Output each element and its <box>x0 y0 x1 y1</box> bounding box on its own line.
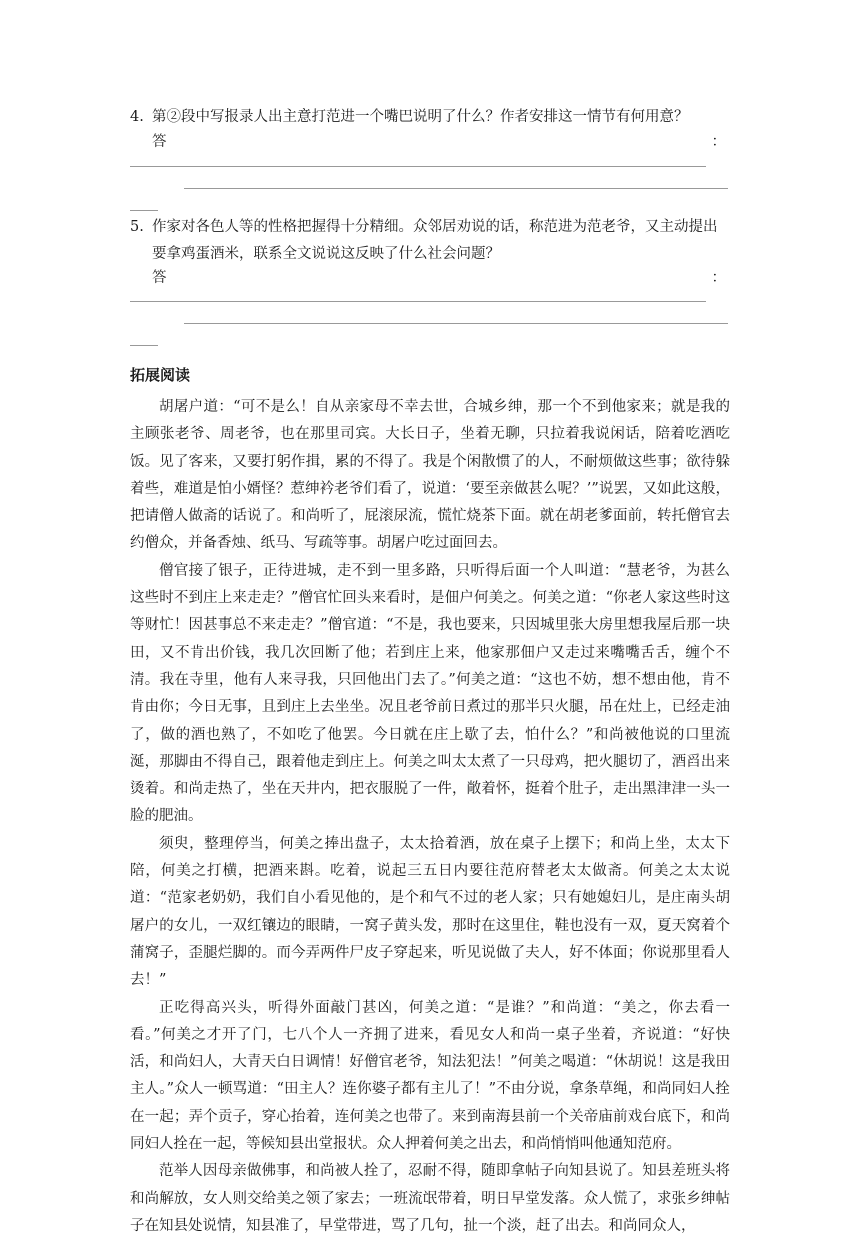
answer-line <box>130 301 706 302</box>
answer-label: 答 <box>152 270 167 286</box>
paragraph: 僧官接了银子，正待进城，走不到一里多路，只听得后面一个人叫道：“慧老爷，为甚么这些时不到庄上来走走？”僧官忙回头来看时，是佃户何美之。何美之道：“你老人家这些时这等财忙！因甚事总不来走走？”僧官道：“不是，我也要来，只因城里张大房里想我屋后那一块田，又不肯出价钱，我几次回断了他；若到庄上来，他家那佃户又走过来嘴嘴舌舌，缠个不清。我在寺里，他有人来寻我，只回他出门去了。”何美之道：“这也不妨，想不想由他，肯不肯由你；今日无事，且到庄上去坐坐。况且老爷前日煮过的那半只火腿，吊在灶上，已经走油了，做的酒也熟了，不如吃了他罢。今日就在庄上歇了去，怕什么？”和尚被他说的口里流涎，那脚由不得自己，跟着他走到庄上。何美之叫太太煮了一只母鸡，把火腿切了，酒舀出来烫着。和尚走热了，坐在天井内，把衣服脱了一件，敞着怀，挺着个肚子，走出黑津津一头一脸的肥油。 <box>130 562 730 825</box>
answer-line-short <box>130 210 158 211</box>
answer-label: 答 <box>152 134 167 150</box>
answer-row-4 <box>152 130 732 152</box>
answer-line <box>184 323 728 324</box>
question-text: 第②段中写报录人出主意打范进一个嘴巴说明了什么？作者安排这一情节有何用意？ <box>152 109 689 125</box>
question-5 <box>130 214 730 268</box>
question-number: 5. <box>130 219 144 235</box>
answer-colon: ： <box>711 270 726 286</box>
paragraph: 胡屠户道：“可不是么！自从亲家母不幸去世，合城乡绅，那一个不到他家来；就是我的主顾张老爷、周老爷，也在那里司宾。大长日子，坐着无聊，只拉着我说闲话，陪着吃酒吃饭。见了客来，又要打躬作揖，累的不得了。我是个闲散惯了的人，不耐烦做这些事；欲待躲着些，难道是怕小婿怪？惹绅衿老爷们看了，说道：‘要至亲做甚么呢？’”说罢，又如此这般，把请僧人做斋的话说了。和尚听了，屁滚尿流，慌忙烧茶下面。就在胡老爹面前，转托僧官去约僧众，并备香烛、纸马、写疏等事。胡屠户吃过面回去。 <box>130 399 730 552</box>
answer-line-short <box>130 345 158 346</box>
answer-line <box>130 166 706 167</box>
paragraph: 范举人因母亲做佛事，和尚被人拴了，忍耐不得，随即拿帖子向知县说了。知县差班头将和尚解放，女人则交给美之领了家去；一班流氓带着，明日早堂发落。众人慌了，求张乡绅帖子在知县处说情，知县准了，早堂带进，骂了几句，扯一个淡，赶了出去。和尚同众人， <box>130 1163 730 1234</box>
question-text: 作家对各色人等的性格把握得十分精细。众邻居劝说的话，称范进为范老爷，又主动提出要拿鸡蛋酒米，联系全文说说这反映了什么社会问题？ <box>152 219 718 262</box>
paragraph: 须臾，整理停当，何美之捧出盘子，太太拾着酒，放在桌子上摆下；和尚上坐，太太下陪，何美之打横，把酒来斟。吃着，说起三五日内要往范府替老太太做斋。何美之太太说道：“范家老奶奶，我们自小看见他的，是个和气不过的老人家；只有她媳妇儿，是庄南头胡屠户的女儿，一双红镶边的眼睛，一窝子黄头发，那时在这里住，鞋也没有一双，夏天窝着个蒲窝子，歪腿烂脚的。而今弄两件尸皮子穿起来，听见说做了夫人，好不体面；你说那里看人去！” <box>130 835 730 989</box>
answer-row-5 <box>152 266 732 288</box>
paragraph: 正吃得高兴头，听得外面敲门甚凶，何美之道：“是谁？”和尚道：“美之，你去看一看。”何美之才开了门，七八个人一齐拥了进来，看见女人和尚一桌子坐着，齐说道：“好快活，和尚妇人，大青天白日调情！好僧官老爷，知法犯法！”何美之喝道：“休胡说！这是我田主人。”众人一顿骂道：“田主人？连你婆子都有主儿了！”不由分说，拿条草绳，和尚同妇人拴在一起；弄个贡子，穿心抬着，连何美之也带了。来到南海县前一个关帝庙前戏台底下，和尚同妇人拴在一起，等候知县出堂报状。众人押着何美之出去，和尚悄悄叫他通知范府。 <box>130 999 730 1153</box>
question-number: 4. <box>130 109 144 125</box>
answer-colon: ： <box>711 134 726 150</box>
question-4 <box>130 104 730 131</box>
reading-passage <box>130 394 730 1240</box>
section-title: 拓展阅读 <box>130 366 191 384</box>
answer-line <box>184 188 728 189</box>
